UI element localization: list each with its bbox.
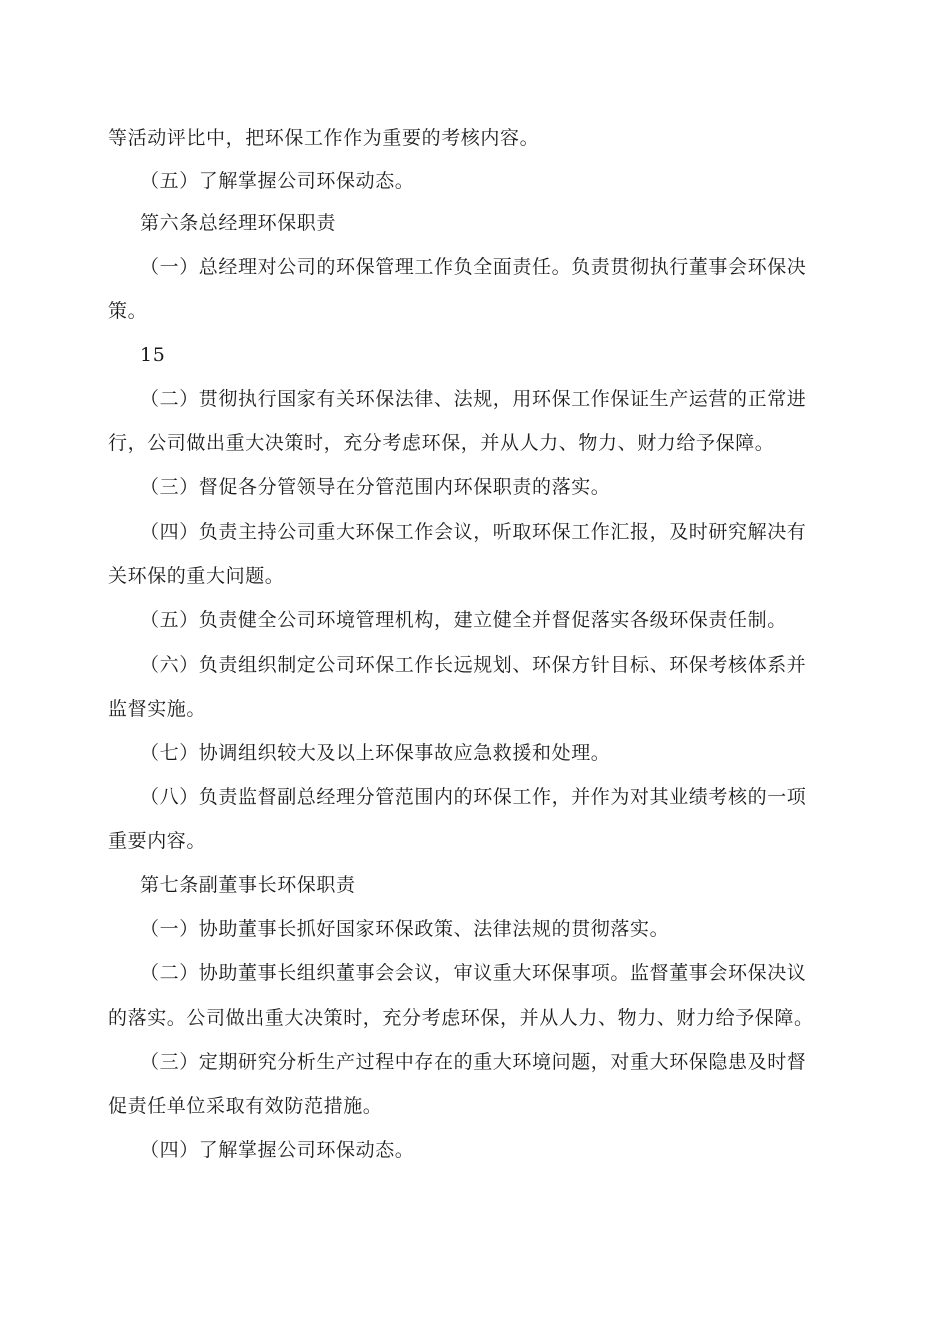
text-line: （八）负责监督副总经理分管范围内的环保工作，并作为对其业绩考核的一项 <box>140 786 807 808</box>
text-line: （五）负责健全公司环境管理机构，建立健全并督促落实各级环保责任制。 <box>140 609 787 631</box>
page-number: 15 <box>140 344 166 366</box>
text-line: 的落实。公司做出重大决策时，充分考虑环保，并从人力、物力、财力给予保障。 <box>108 1007 814 1029</box>
text-line: （一）协助董事长抓好国家环保政策、法律法规的贯彻落实。 <box>140 918 670 940</box>
text-line: （七）协调组织较大及以上环保事故应急救援和处理。 <box>140 742 611 764</box>
text-line: （一）总经理对公司的环保管理工作负全面责任。负责贯彻执行董事会环保决 <box>140 256 807 278</box>
text-line: 关环保的重大问题。 <box>108 565 285 587</box>
text-line: 监督实施。 <box>108 698 207 720</box>
text-line: （三）定期研究分析生产过程中存在的重大环境问题，对重大环保隐患及时督 <box>140 1051 807 1073</box>
text-line: （二）贯彻执行国家有关环保法律、法规，用环保工作保证生产运营的正常进 <box>140 388 807 410</box>
text-line: （六）负责组织制定公司环保工作长远规划、环保方针目标、环保考核体系并 <box>140 654 807 676</box>
text-line: 策。 <box>108 300 148 322</box>
text-line: （二）协助董事长组织董事会会议，审议重大环保事项。监督董事会环保决议 <box>140 962 807 984</box>
text-line: （四）负责主持公司重大环保工作会议，听取环保工作汇报，及时研究解决有 <box>140 521 807 543</box>
text-line: 行，公司做出重大决策时，充分考虑环保，并从人力、物力、财力给予保障。 <box>108 432 775 454</box>
text-line: 重要内容。 <box>108 830 207 852</box>
text-line: （五）了解掌握公司环保动态。 <box>140 170 415 192</box>
text-line: 等活动评比中，把环保工作作为重要的考核内容。 <box>108 127 540 149</box>
section-heading: 第七条副董事长环保职责 <box>140 874 356 896</box>
text-line: （三）督促各分管领导在分管范围内环保职责的落实。 <box>140 476 611 498</box>
text-line: （四）了解掌握公司环保动态。 <box>140 1139 415 1161</box>
section-heading: 第六条总经理环保职责 <box>140 212 337 234</box>
text-line: 促责任单位采取有效防范措施。 <box>108 1095 383 1117</box>
